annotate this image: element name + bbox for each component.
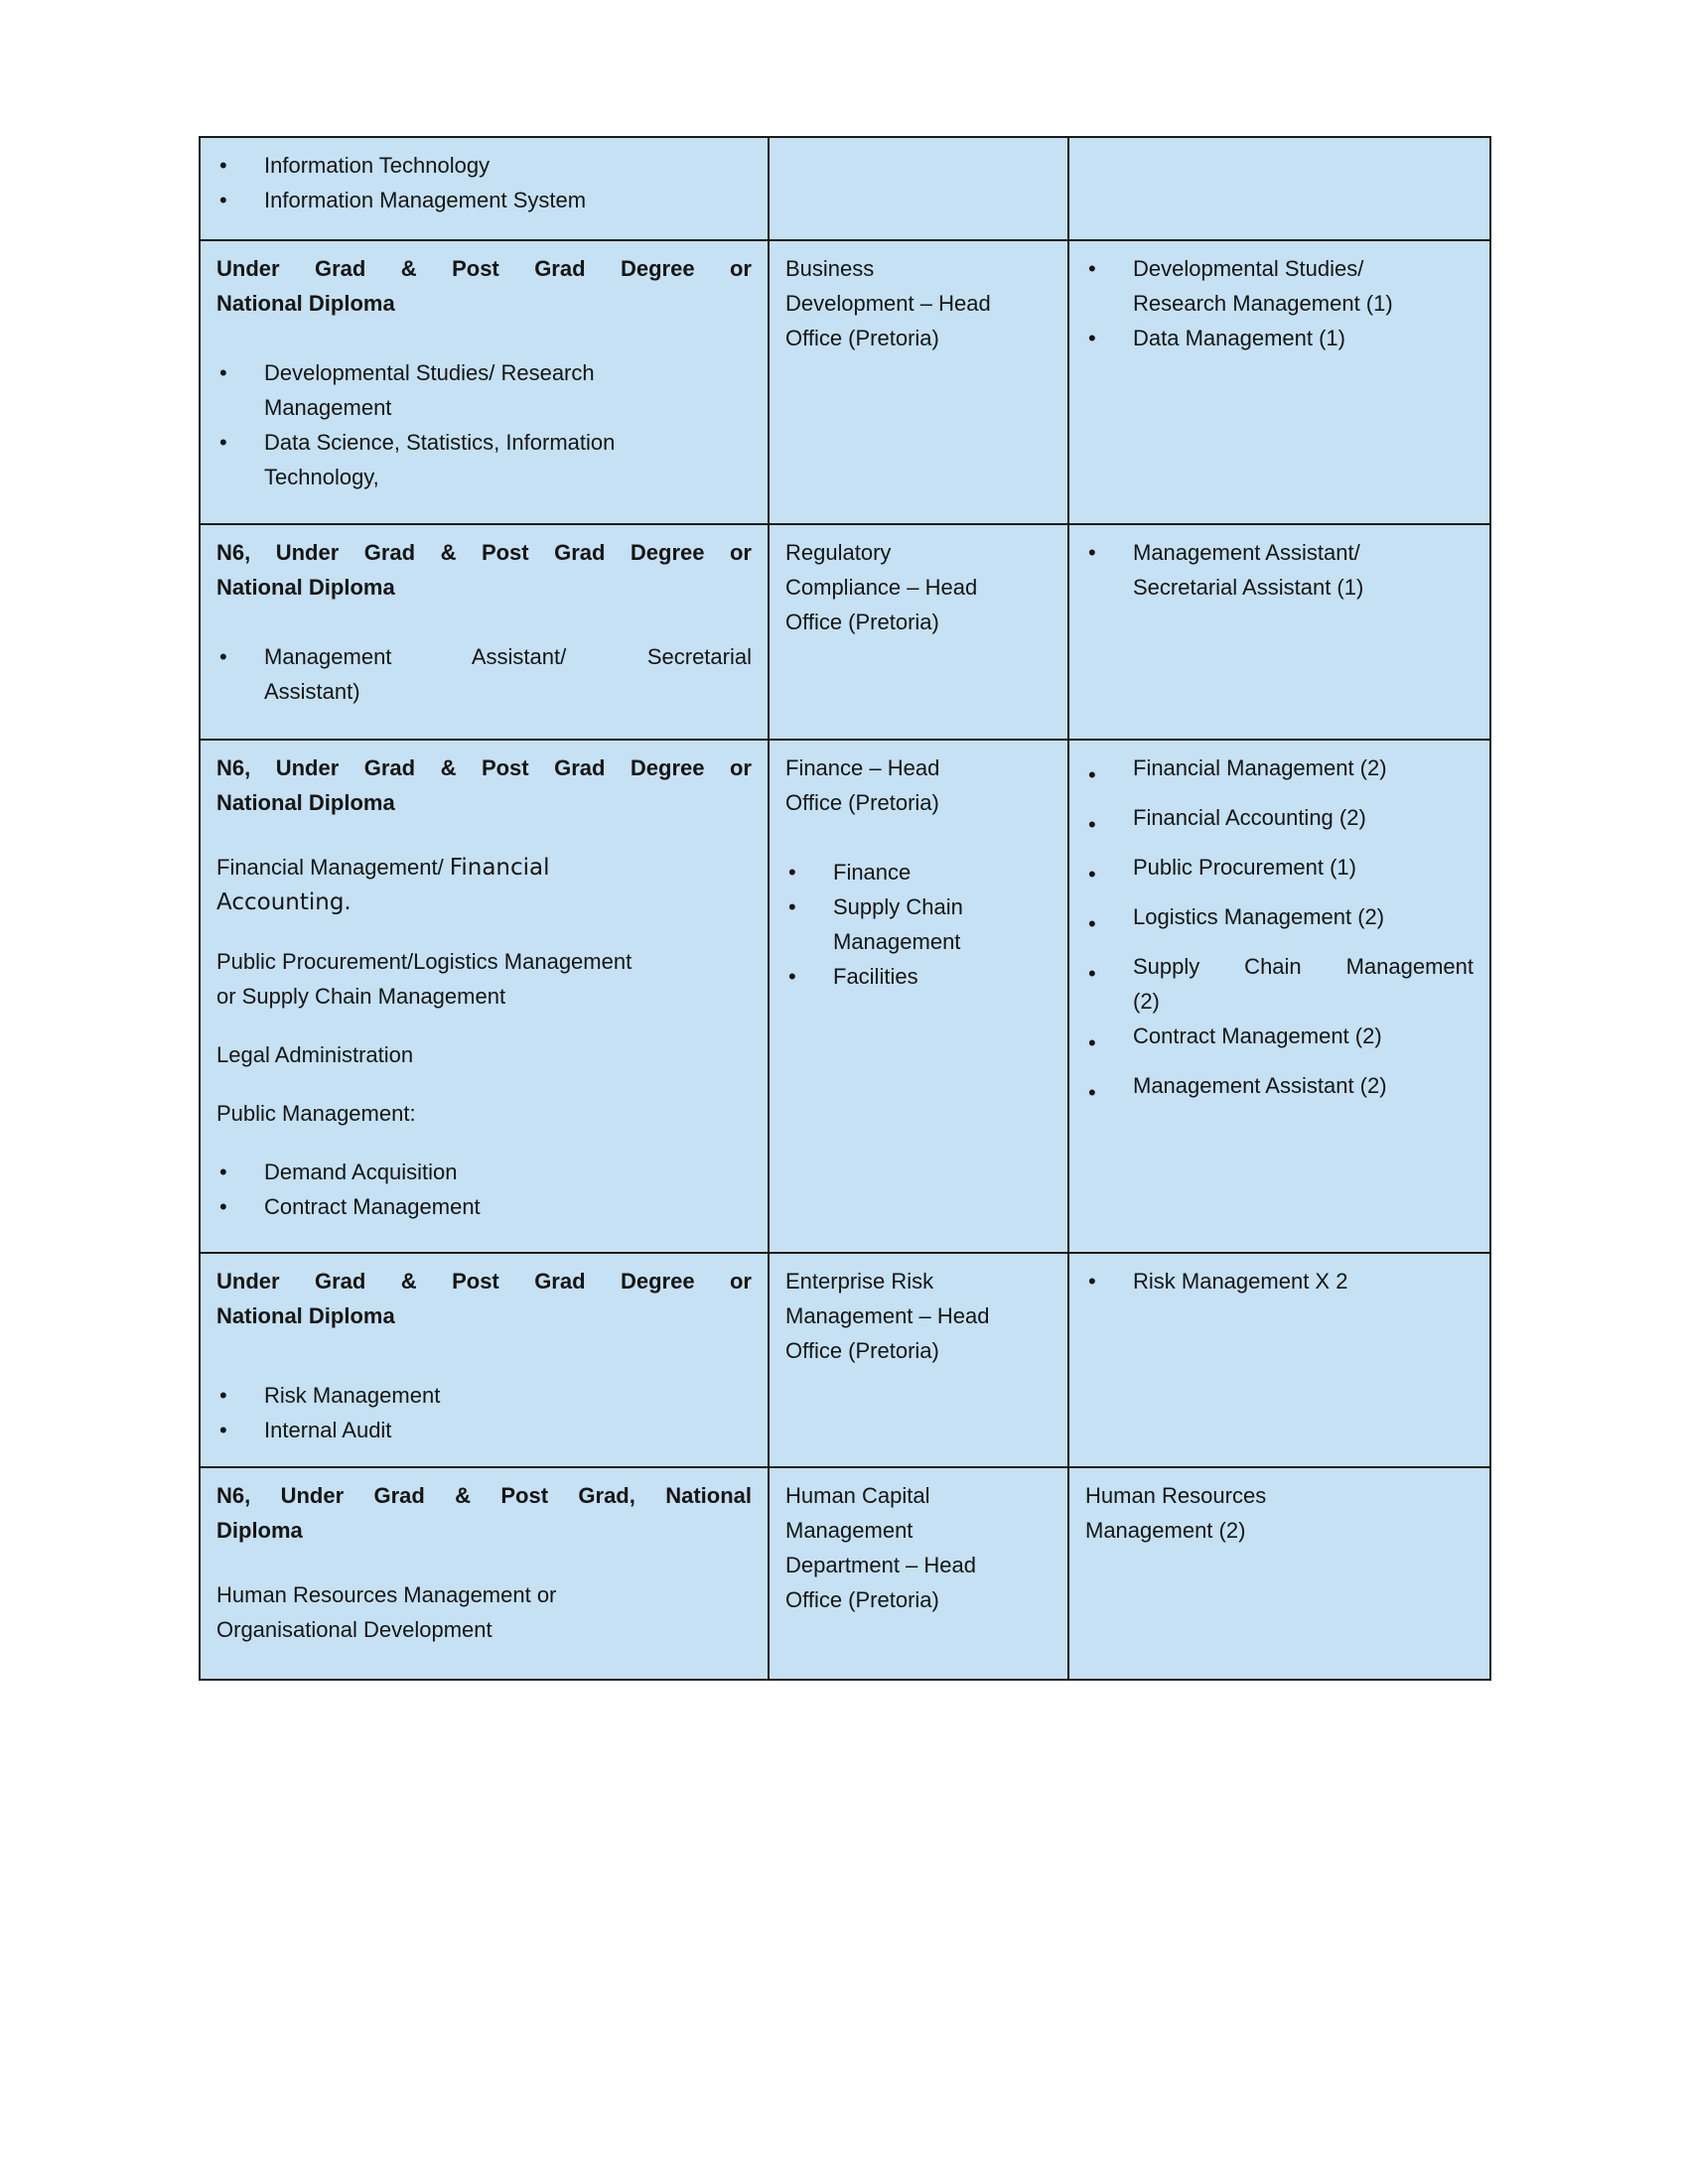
bullet-icon: •: [1088, 762, 1096, 787]
list-item-text: Demand Acquisition: [264, 1160, 458, 1184]
list-item-text: Information Technology: [264, 153, 491, 178]
list-item-text: Internal Audit: [264, 1418, 392, 1442]
qualification-heading: N6, Under Grad & Post Grad, National Diploma: [216, 1483, 752, 1543]
bullet-icon: •: [219, 430, 227, 455]
table-row-6: [200, 1467, 1490, 1680]
bullet-icon: •: [1088, 961, 1096, 986]
bullet-icon: •: [788, 860, 796, 885]
table-row-3: [200, 524, 1490, 740]
bullet-icon: •: [219, 1418, 227, 1442]
department-cell: [769, 740, 1068, 1253]
bullet-icon: •: [219, 153, 227, 178]
department-cell: [769, 1253, 1068, 1467]
list-item: [216, 355, 752, 425]
position-text: Human Resources Management (2): [1085, 1483, 1267, 1543]
list-item-text: Developmental Studies/ Research Management (1): [1133, 256, 1393, 316]
list-item: [1085, 800, 1474, 850]
qualification-paragraph: Public Procurement/Logistics Management or Supply Chain Management: [216, 949, 633, 1009]
list-item-text: Facilities: [833, 964, 918, 989]
qualification-heading: Under Grad & Post Grad Degree or National Diploma: [216, 256, 752, 316]
list-item-text: Management Assistant/ Secretarial Assistant): [264, 644, 752, 704]
bullet-icon: •: [1088, 256, 1096, 281]
list-item: [216, 1155, 752, 1189]
list-item-text: Management Assistant/ Secretarial Assistant (1): [1133, 540, 1364, 600]
qualification-cell: [200, 1467, 769, 1680]
list-item: [1085, 321, 1474, 355]
list-item: [1085, 850, 1474, 899]
list-item: [216, 1378, 752, 1413]
qualification-paragraph: Legal Administration: [216, 1042, 414, 1067]
bullet-icon: •: [1088, 911, 1096, 936]
bullet-icon: •: [219, 644, 227, 669]
qualification-cell: [200, 1253, 769, 1467]
department-name: Human Capital Management Department – Head Office (Pretoria): [785, 1483, 976, 1612]
positions-cell: [1068, 240, 1490, 524]
list-item: [216, 148, 752, 183]
list-item: [1085, 1264, 1474, 1298]
department-name: Enterprise Risk Management – Head Office (Pretoria): [785, 1269, 990, 1363]
bullet-icon: •: [219, 1194, 227, 1219]
qualification-cell: [200, 740, 769, 1253]
positions-cell: [1068, 524, 1490, 740]
list-item: [216, 183, 752, 217]
list-item: [785, 855, 1052, 889]
positions-cell: [1068, 1467, 1490, 1680]
list-item-text: Risk Management X 2: [1133, 1269, 1348, 1294]
list-item-text: Data Management (1): [1133, 326, 1345, 350]
bullet-icon: •: [1088, 862, 1096, 887]
list-item-text: Data Science, Statistics, Information Technology,: [264, 430, 616, 489]
list-item: [785, 959, 1052, 994]
qualification-heading: Under Grad & Post Grad Degree or National Diploma: [216, 1269, 752, 1328]
list-item-text: Supply Chain Management (2): [1133, 954, 1474, 1014]
table-row-1: [200, 137, 1490, 240]
table-row-2: [200, 240, 1490, 524]
qualification-paragraph: Human Resources Management or Organisational Development: [216, 1582, 557, 1642]
department-cell: [769, 137, 1068, 240]
list-item: [216, 639, 752, 709]
positions-cell: [1068, 1253, 1490, 1467]
list-item: [1085, 899, 1474, 949]
bullet-icon: •: [219, 1383, 227, 1408]
bullet-icon: •: [1088, 326, 1096, 350]
bullet-icon: •: [219, 360, 227, 385]
department-cell: [769, 1467, 1068, 1680]
list-item-text: Management Assistant (2): [1133, 1073, 1387, 1098]
bullet-icon: •: [1088, 1030, 1096, 1055]
qualification-cell: [200, 524, 769, 740]
list-item: [1085, 1019, 1474, 1068]
vacancies-table: [199, 136, 1491, 1681]
list-item: [1085, 751, 1474, 800]
positions-cell: [1068, 740, 1490, 1253]
positions-cell: [1068, 137, 1490, 240]
bullet-icon: •: [1088, 540, 1096, 565]
department-name: Finance – Head Office (Pretoria): [785, 755, 940, 815]
table-row-4: [200, 740, 1490, 1253]
list-item: [216, 1413, 752, 1447]
bullet-icon: •: [1088, 812, 1096, 837]
bullet-icon: •: [788, 964, 796, 989]
list-item-text: Risk Management: [264, 1383, 441, 1408]
bullet-icon: •: [1088, 1080, 1096, 1105]
list-item-text: Contract Management (2): [1133, 1024, 1382, 1048]
list-item-text: Supply Chain Management: [833, 894, 963, 954]
list-item-text: Finance: [833, 860, 912, 885]
qualification-paragraph: Public Management:: [216, 1101, 416, 1126]
bullet-icon: •: [788, 894, 796, 919]
department-cell: [769, 524, 1068, 740]
list-item: [1085, 1068, 1474, 1118]
list-item: [1085, 251, 1474, 321]
qualification-paragraph: Financial Management/ Financial Accounting.: [216, 855, 550, 915]
list-item: [216, 425, 752, 494]
bullet-icon: •: [219, 1160, 227, 1184]
table-row-5: [200, 1253, 1490, 1467]
list-item-text: Information Management System: [264, 188, 587, 212]
list-item: [216, 1189, 752, 1224]
qualification-cell: [200, 137, 769, 240]
list-item-text: Public Procurement (1): [1133, 855, 1356, 880]
department-name: Business Development – Head Office (Pretoria): [785, 256, 991, 350]
bullet-icon: •: [1088, 1269, 1096, 1294]
list-item-text: Developmental Studies/ Research Management: [264, 360, 595, 420]
bullet-icon: •: [219, 188, 227, 212]
list-item-text: Financial Management (2): [1133, 755, 1387, 780]
list-item-text: Logistics Management (2): [1133, 904, 1385, 929]
list-item: [1085, 535, 1474, 605]
list-item-text: Financial Accounting (2): [1133, 805, 1366, 830]
qualification-heading: N6, Under Grad & Post Grad Degree or National Diploma: [216, 755, 752, 815]
department-cell: [769, 240, 1068, 524]
list-item: [785, 889, 1052, 959]
department-name: Regulatory Compliance – Head Office (Pretoria): [785, 540, 978, 634]
qualification-cell: [200, 240, 769, 524]
list-item-text: Contract Management: [264, 1194, 481, 1219]
qualification-heading: N6, Under Grad & Post Grad Degree or National Diploma: [216, 540, 752, 600]
list-item: [1085, 949, 1474, 1019]
